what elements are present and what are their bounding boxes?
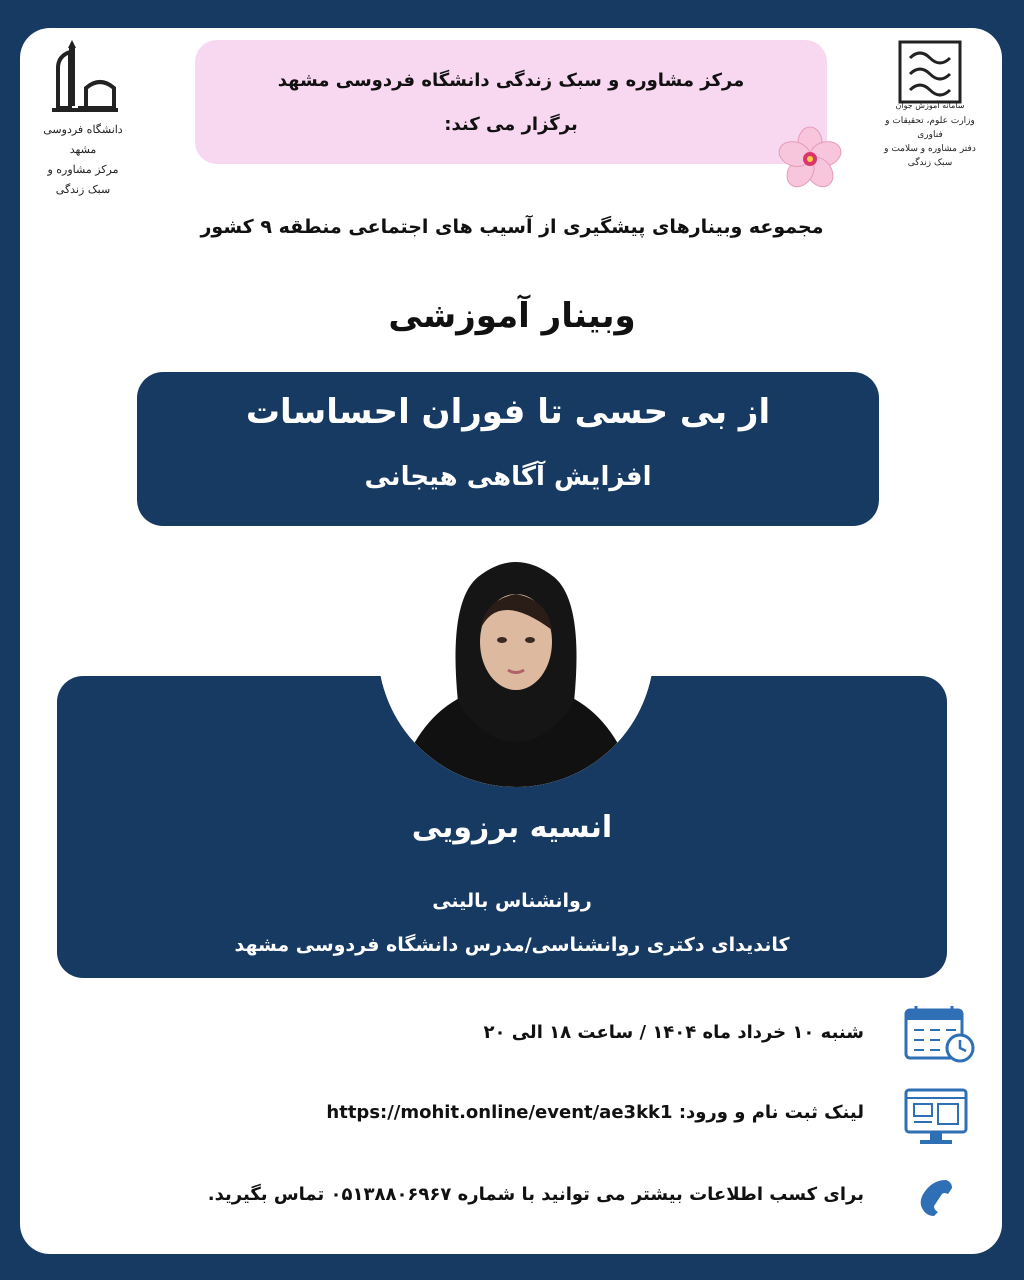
left-logo-caption-2: مرکز مشاوره و سبک زندگی [47, 163, 119, 196]
computer-screen-icon [904, 1088, 968, 1146]
speaker-affiliation: کاندیدای دکتری روانشناسی/مدرس دانشگاه فردوسی مشهد [234, 934, 790, 956]
event-type-heading: وبینار آموزشی [388, 296, 636, 336]
organizer-line-1: مرکز مشاوره و سبک زندگی دانشگاه فردوسی مشهد [277, 70, 745, 91]
university-emblem-icon [38, 38, 128, 118]
ministry-emblem-icon [880, 38, 980, 110]
registration-link[interactable]: https://mohit.online/event/ae3kk1 [326, 1102, 673, 1123]
registration-link-label: لینک ثبت نام و ورود: [678, 1102, 864, 1123]
webinar-title: از بی حسی تا فوران احساسات [245, 392, 771, 432]
speaker-role: روانشناس بالینی [432, 890, 592, 912]
organizer-banner [195, 40, 827, 164]
webinar-title-box [137, 372, 879, 526]
right-logo-caption-1: وزارت علوم، تحقیقات و فناوری [885, 116, 975, 140]
event-datetime: شنبه ۱۰ خرداد ماه ۱۴۰۴ / ساعت ۱۸ الی ۲۰ [483, 1022, 864, 1043]
left-logo-caption-1: دانشگاه فردوسی مشهد [43, 123, 123, 156]
ministry-mark-text: سامانه آموزش جوان [895, 101, 965, 110]
phone-icon [916, 1176, 956, 1218]
webinar-subtitle: افزایش آگاهی هیجانی [364, 462, 652, 492]
organizer-line-2: برگزار می کند: [444, 114, 578, 135]
speaker-name: انسیه برزویی [411, 810, 613, 845]
calendar-icon [902, 1004, 976, 1064]
ministry-logo [880, 38, 980, 168]
registration-link-row [326, 1102, 864, 1123]
flower-icon [776, 126, 844, 192]
contact-info: برای کسب اطلاعات بیشتر می توانید با شماره ۰۵۱۳۸۸۰۶۹۶۷ تماس بگیرید. [207, 1184, 864, 1205]
ferdowsi-university-logo [38, 38, 128, 196]
series-title: مجموعه وبینارهای پیشگیری از آسیب های اجتماعی منطقه ۹ کشور [200, 216, 824, 238]
right-logo-caption-2: دفتر مشاوره و سلامت و سبک زندگی [884, 144, 976, 168]
